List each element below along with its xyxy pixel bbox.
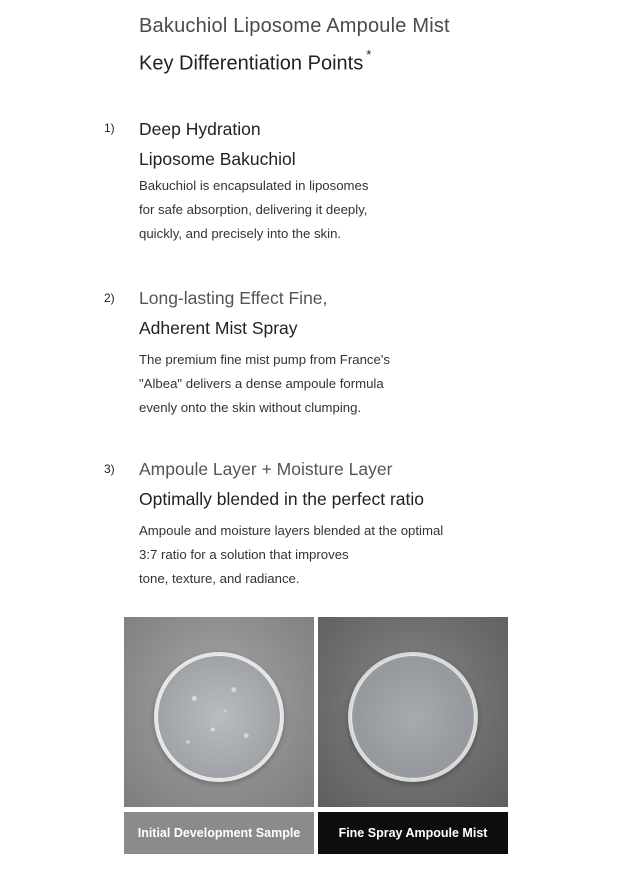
description-line: quickly, and precisely into the skin. xyxy=(139,226,342,241)
description-line: evenly onto the skin without clumping. xyxy=(139,400,362,415)
product-title: Bakuchiol Liposome Ampoule Mist xyxy=(139,15,450,37)
description-line: "Albea" delivers a dense ampoule formula xyxy=(139,376,384,391)
point-heading: Deep Hydration xyxy=(139,119,261,139)
point-description xyxy=(139,348,390,420)
description-line: tone, texture, and radiance. xyxy=(139,571,300,586)
point-description xyxy=(139,519,443,591)
point-heading: Ampoule Layer + Moisture Layer xyxy=(139,459,393,479)
petri-dish-image xyxy=(154,652,284,782)
fine-spray-photo xyxy=(318,617,508,807)
initial-sample-caption: Initial Development Sample xyxy=(124,812,314,854)
description-line: The premium fine mist pump from France's xyxy=(139,352,390,367)
section-title-text: Key Differentiation Points xyxy=(139,52,364,75)
point-number: 3) xyxy=(104,462,115,476)
point-subheading: Adherent Mist Spray xyxy=(139,318,298,338)
initial-sample-photo xyxy=(124,617,314,807)
description-line: 3:7 ratio for a solution that improves xyxy=(139,547,349,562)
description-line: Bakuchiol is encapsulated in liposomes xyxy=(139,178,369,193)
point-number: 2) xyxy=(104,291,115,305)
asterisk-mark: * xyxy=(366,47,372,62)
point-subheading: Liposome Bakuchiol xyxy=(139,149,296,169)
point-subheading: Optimally blended in the perfect ratio xyxy=(139,489,425,509)
section-title xyxy=(139,47,372,76)
fine-spray-caption: Fine Spray Ampoule Mist xyxy=(318,812,508,854)
point-number: 1) xyxy=(104,121,115,135)
petri-dish-image xyxy=(348,652,478,782)
description-line: for safe absorption, delivering it deeply, xyxy=(139,202,368,217)
point-heading: Long-lasting Effect Fine, xyxy=(139,288,328,308)
point-description xyxy=(139,174,368,246)
description-line: Ampoule and moisture layers blended at the optimal xyxy=(139,523,444,538)
